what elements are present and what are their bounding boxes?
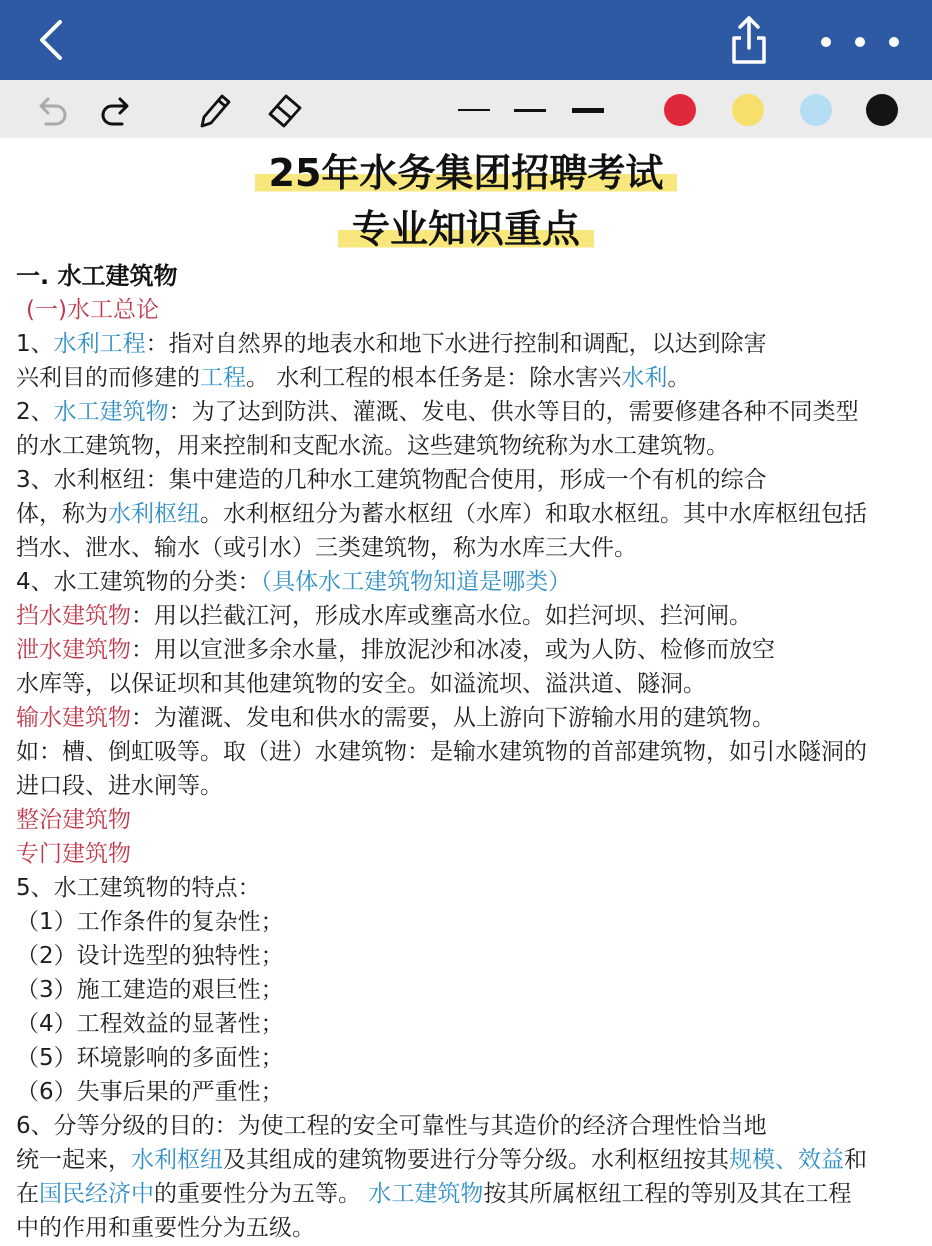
paragraph-line: 2、水工建筑物：为了达到防洪、灌溉、发电、供水等目的，需要修建各种不同类型 [16, 399, 859, 425]
share-icon[interactable] [724, 12, 774, 68]
category-label: 整治建筑物 [16, 807, 131, 833]
feature-item: （3）施工建造的艰巨性； [16, 977, 284, 1003]
feature-item: （1）工作条件的复杂性； [16, 909, 284, 935]
paragraph-line: 水库等，以保证坝和其他建筑物的安全。如溢流坝、溢洪道、隧洞。 [16, 671, 706, 697]
undo-icon[interactable] [28, 90, 72, 130]
paragraph-line: 输水建筑物：为灌溉、发电和供水的需要，从上游向下游输水用的建筑物。 [16, 705, 775, 731]
paragraph-line: 如：槽、倒虹吸等。取（进）水建筑物：是输水建筑物的首部建筑物，如引水隧洞的 [16, 739, 867, 765]
more-options-icon[interactable] [812, 22, 908, 62]
doc-title: 25年水务集团招聘考试 [0, 148, 932, 198]
paragraph-line: 统一起来，水利枢纽及其组成的建筑物要进行分等分级。水利枢纽按其规模、效益和 [16, 1147, 867, 1173]
stroke-thick[interactable] [568, 100, 608, 120]
section-heading: 一. 水工建筑物 [16, 262, 178, 290]
color-yellow-swatch[interactable] [732, 94, 764, 126]
top-nav-bar [0, 0, 932, 80]
doc-subtitle: 专业知识重点 [0, 204, 932, 254]
paragraph-line: 1、水利工程：指对自然界的地表水和地下水进行控制和调配，以达到除害 [16, 331, 767, 357]
feature-item: （6）失事后果的严重性； [16, 1079, 284, 1105]
paragraph-line: 的水工建筑物，用来控制和支配水流。这些建筑物统称为水工建筑物。 [16, 433, 729, 459]
eraser-icon[interactable] [262, 90, 306, 130]
stroke-medium[interactable] [510, 100, 550, 120]
paragraph-line: 进口段、进水闸等。 [16, 773, 223, 799]
paragraph-line: 中的作用和重要性分为五级。 [16, 1215, 315, 1241]
redo-icon[interactable] [96, 90, 140, 130]
paragraph-line: 挡水建筑物：用以拦截江河，形成水库或壅高水位。如拦河坝、拦河闸。 [16, 603, 752, 629]
paragraph-line: 泄水建筑物：用以宣泄多余水量，排放泥沙和冰凌，或为人防、检修而放空 [16, 637, 775, 663]
feature-item: （2）设计选型的独特性； [16, 943, 284, 969]
paragraph-line: 3、水利枢纽：集中建造的几种水工建筑物配合使用，形成一个有机的综合 [16, 467, 767, 493]
subsection-heading: (一)水工总论 [26, 297, 159, 323]
paragraph-line: 兴利目的而修建的工程。 水利工程的根本任务是：除水害兴水利。 [16, 365, 691, 391]
document-page [0, 138, 932, 1246]
paragraph-line: 5、水工建筑物的特点： [16, 875, 261, 901]
category-label: 专门建筑物 [16, 841, 131, 867]
paragraph-line: 体，称为水利枢纽。水利枢纽分为蓄水枢纽（水库）和取水枢纽。其中水库枢纽包括 [16, 501, 867, 527]
feature-item: （4）工程效益的显著性； [16, 1011, 284, 1037]
back-icon[interactable] [30, 14, 74, 66]
pen-icon[interactable] [192, 90, 236, 130]
color-black-swatch[interactable] [866, 94, 898, 126]
color-red-swatch[interactable] [664, 94, 696, 126]
paragraph-line: 6、分等分级的目的：为使工程的安全可靠性与其造价的经济合理性恰当地 [16, 1113, 767, 1139]
feature-item: （5）环境影响的多面性； [16, 1045, 284, 1071]
paragraph-line: 4、水工建筑物的分类：（具体水工建筑物知道是哪类） [16, 569, 572, 595]
paragraph-line: 挡水、泄水、输水（或引水）三类建筑物，称为水库三大件。 [16, 535, 637, 561]
color-light-blue-swatch[interactable] [800, 94, 832, 126]
stroke-thin[interactable] [454, 100, 494, 120]
paragraph-line: 在国民经济中的重要性分为五等。 水工建筑物按其所属枢纽工程的等别及其在工程 [16, 1181, 852, 1207]
